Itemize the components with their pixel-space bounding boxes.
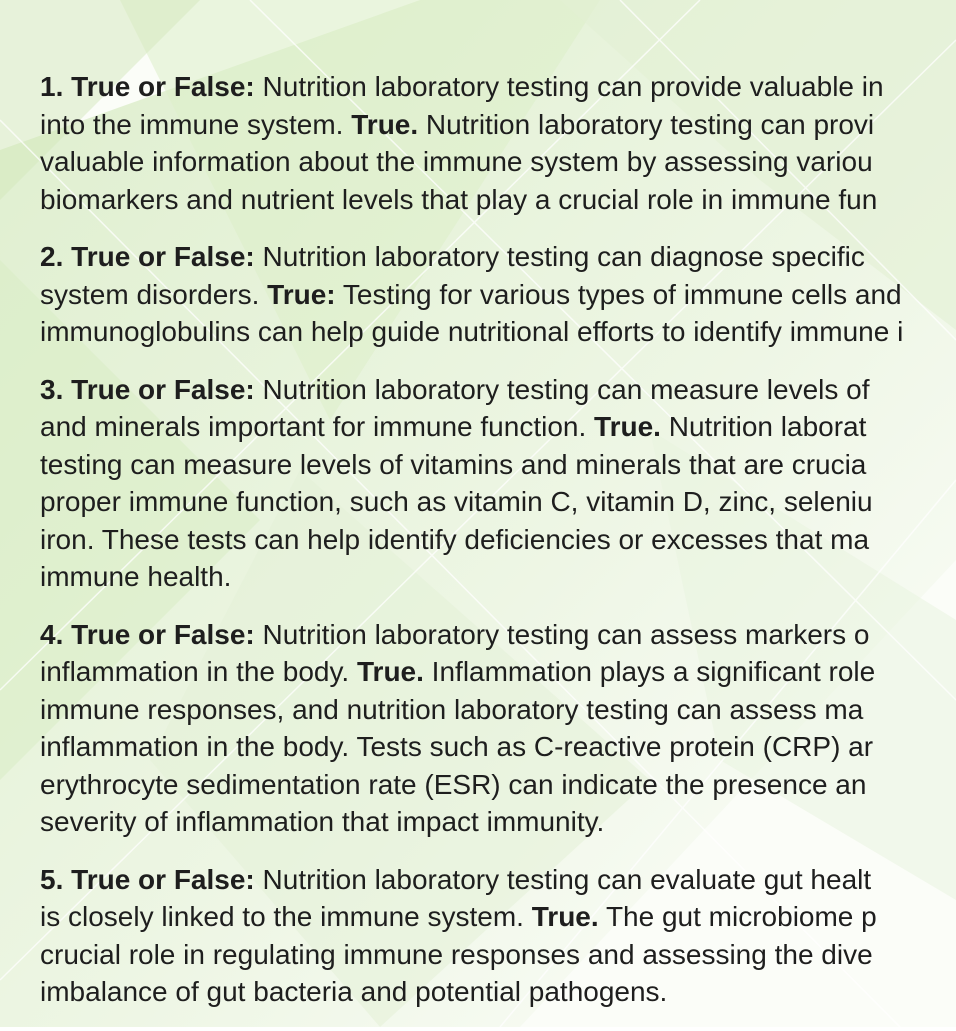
question-number: 5. [40,863,64,895]
question-number: 3. [40,373,64,405]
question-item [40,371,956,596]
question-line [40,313,956,351]
answer-label: True. [356,656,424,687]
question-line [40,521,956,559]
question-text: Nutrition laboratory testing can evaluate gut healt [262,863,872,895]
question-line [40,691,956,729]
question-item [40,238,956,351]
question-item [40,861,956,1011]
question-text: immune responses, and nutrition laboratory testing can assess ma [40,693,864,725]
question-line [40,276,956,314]
question-prompt: True or False: [71,618,255,650]
question-number: 2. [40,241,64,272]
question-text: Nutrition laboratory testing can measure levels of [262,373,870,405]
question-line [40,803,956,841]
question-line [40,653,956,691]
question-item [40,616,956,841]
question-text: iron. These tests can help identify deficiencies or excesses that ma [40,523,870,555]
question-line [40,558,956,596]
question-text: system disorders. [40,278,268,310]
question-prompt: True or False: [71,71,255,102]
question-line [40,898,956,936]
question-text: into the immune system. [40,108,352,140]
question-text: Inflammation plays a significant role [423,656,876,687]
question-text: testing can measure levels of vitamins and minerals that are crucia [40,448,867,480]
question-line [40,371,956,409]
question-line [40,936,956,974]
question-text: Testing for various types of immune cells and [335,278,902,310]
question-line [40,616,956,654]
question-line [40,238,956,276]
question-line [40,408,956,446]
question-line [40,766,956,804]
question-text: Nutrition laboratory testing can assess markers o [262,618,870,650]
question-text: and minerals important for immune function. [40,411,595,442]
question-text: immune health. [40,561,232,592]
answer-label: True: [267,278,336,310]
question-text: Nutrition laboratory testing can diagnose specific [262,241,865,272]
question-text: immunoglobulins can help guide nutritional efforts to identify immune i [40,316,904,347]
question-line [40,861,956,899]
question-text: Nutrition laboratory testing can provi [418,108,875,140]
question-line [40,728,956,766]
quiz-content [40,68,956,1031]
question-line [40,106,956,144]
question-text: inflammation in the body. [40,656,357,687]
answer-label: True. [594,411,661,442]
answer-label: True. [351,108,419,140]
question-text: imbalance of gut bacteria and potential pathogens. [40,976,668,1007]
question-text: Nutrition laboratory testing can provide valuable in [262,71,884,102]
question-text: is closely linked to the immune system. [40,901,532,932]
question-line [40,973,956,1011]
question-text: proper immune function, such as vitamin C, vitamin D, zinc, seleniu [40,486,873,517]
question-text: valuable information about the immune system by assessing variou [40,146,873,177]
question-line [40,68,956,106]
question-item [40,68,956,218]
question-number: 1. [40,71,64,102]
answer-label: True. [531,901,599,932]
question-prompt: True or False: [71,863,255,895]
question-text: severity of inflammation that impact immunity. [40,806,605,837]
question-text: crucial role in regulating immune responses and assessing the dive [40,938,873,970]
question-text: Nutrition laborat [660,411,867,442]
question-prompt: True or False: [71,373,255,405]
question-number: 4. [40,618,64,650]
question-line [40,181,956,219]
question-prompt: True or False: [71,241,255,272]
question-text: inflammation in the body. Tests such as C-reactive protein (CRP) ar [40,731,874,762]
question-line [40,143,956,181]
question-text: biomarkers and nutrient levels that play a crucial role in immune fun [40,183,878,215]
question-line [40,483,956,521]
question-text: erythrocyte sedimentation rate (ESR) can indicate the presence an [40,768,867,800]
question-line [40,446,956,484]
question-text: The gut microbiome p [598,901,877,932]
